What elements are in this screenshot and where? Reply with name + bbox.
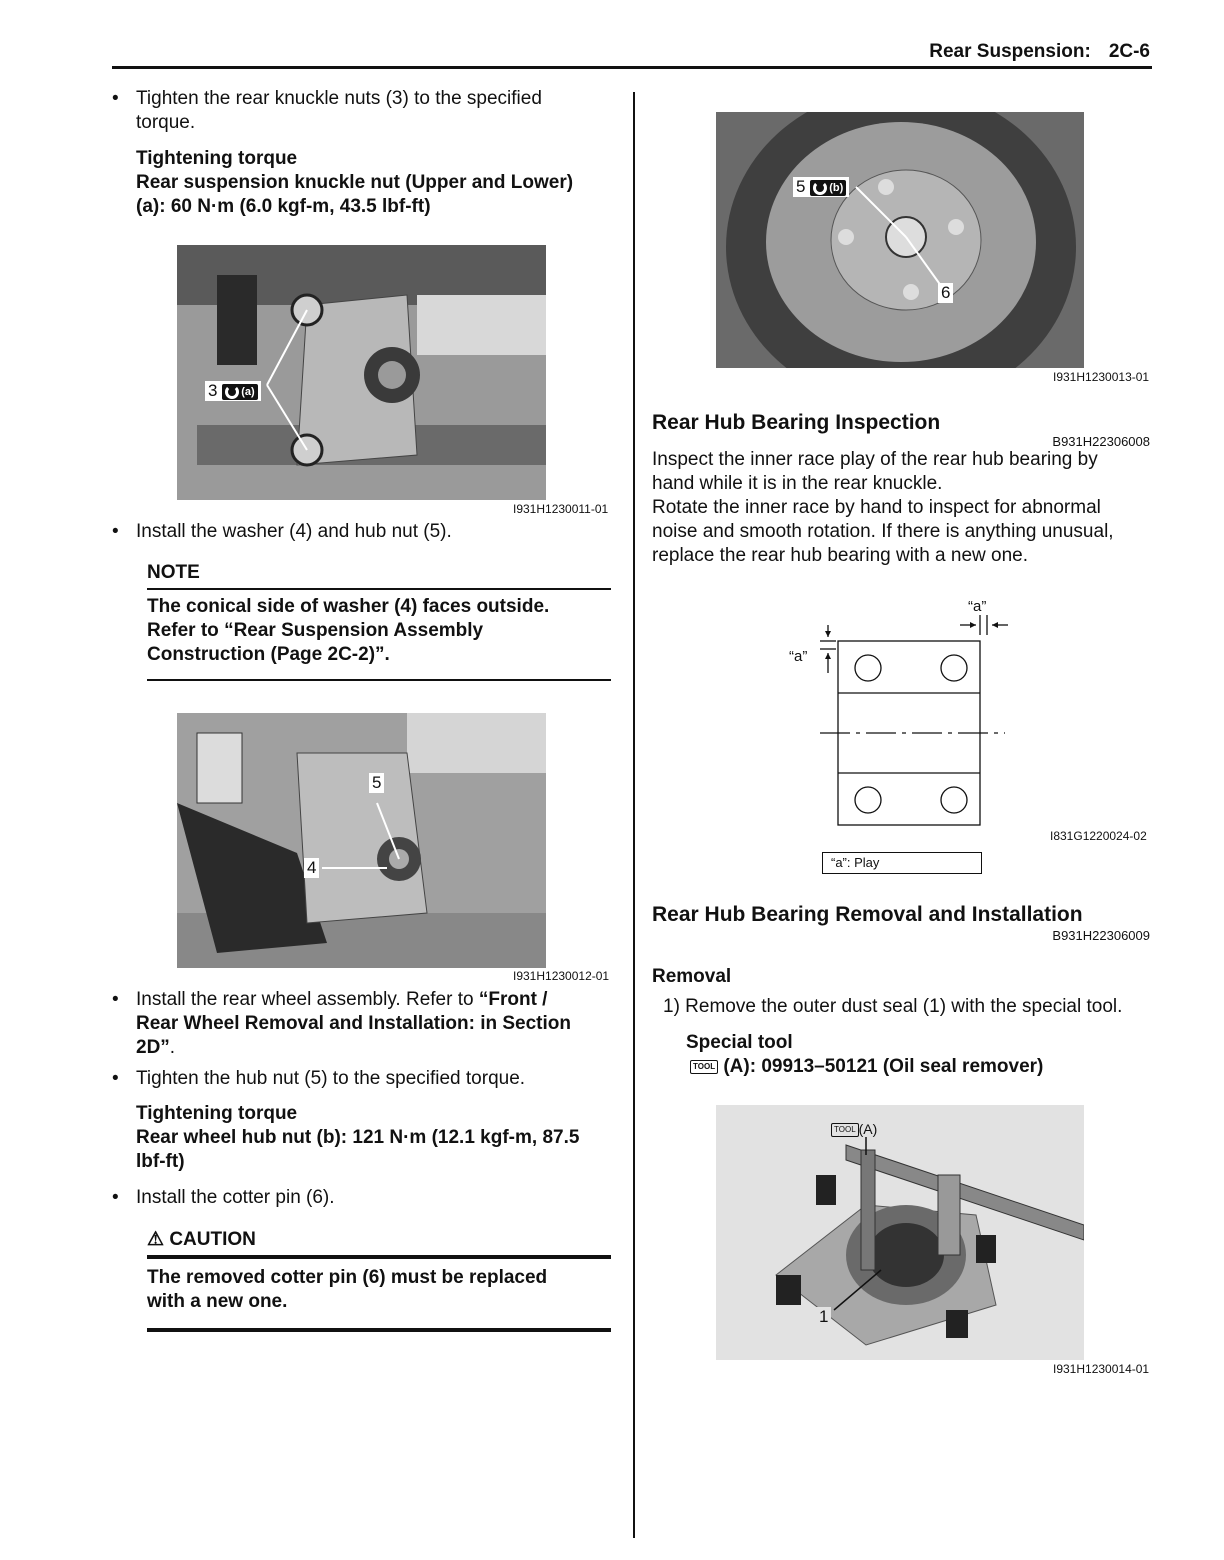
callout-number: 3 (208, 381, 218, 400)
bearing-diagram-drawing (780, 595, 1040, 835)
tool-tag: (A) (858, 1121, 878, 1137)
special-tool-line (690, 1055, 1043, 1079)
text-line: Inspect the inner race play of the rear hub bearing by (652, 449, 1098, 470)
page-header (929, 40, 1150, 64)
caution-rule-top (147, 1255, 611, 1259)
play-label-left: “a” (789, 648, 808, 665)
photo-washer-hub-nut-illustration (177, 713, 546, 968)
removal-heading: Removal (652, 966, 732, 987)
torque-wrench-icon (222, 384, 257, 400)
diagram-legend: “a”: Play (822, 852, 982, 874)
photo-washer-hub-nut (177, 713, 546, 968)
figure-caption: I831G1220024-02 (1050, 829, 1147, 843)
figure-caption: I931H1230011-01 (513, 502, 609, 516)
caution-title: CAUTION (169, 1229, 256, 1250)
step-text: Install the rear wheel assembly. Refer to (136, 989, 479, 1010)
special-tool-heading: Special tool (686, 1032, 793, 1053)
column-divider (633, 92, 635, 1538)
photo-rear-knuckle-nuts (177, 245, 546, 500)
warning-triangle-icon: ⚠ (147, 1229, 165, 1250)
callout-3 (205, 381, 261, 401)
callout-6: 6 (938, 283, 953, 303)
text-line: noise and smooth rotation. If there is anything unusual, (652, 521, 1114, 542)
torque-heading: Tightening torque (136, 148, 298, 169)
fig-tool-label (831, 1117, 877, 1141)
callout-number: 5 (796, 177, 806, 196)
photo-dust-seal-removal (716, 1105, 1084, 1360)
header-title: Rear Suspension: (929, 41, 1091, 62)
section-title-removal-installation: Rear Hub Bearing Removal and Installation (652, 903, 1083, 926)
figure-caption: I931H1230012-01 (513, 969, 610, 983)
tool-icon: TOOL (831, 1123, 859, 1137)
header-page-number: 2C-6 (1108, 41, 1150, 62)
torque-line: lbf-ft) (136, 1151, 185, 1172)
caution-line: The removed cotter pin (6) must be replaced (147, 1267, 548, 1288)
step-install-washer: • Install the washer (4) and hub nut (5). (112, 520, 606, 544)
note-line: Construction (Page 2C-2)”. (147, 644, 390, 665)
note-title: NOTE (147, 562, 200, 583)
text-line: hand while it is in the rear knuckle. (652, 473, 943, 494)
section-title-inspection: Rear Hub Bearing Inspection (652, 411, 941, 434)
callout-5 (793, 177, 849, 197)
photo-dust-seal-removal-illustration (716, 1105, 1084, 1360)
caution-box (147, 1228, 611, 1332)
torque-line: (a): 60 N·m (6.0 kgf-m, 43.5 lbf-ft) (136, 196, 431, 217)
section-id: B931H22306009 (1052, 928, 1150, 943)
removal-step-1: 1) Remove the outer dust seal (1) with the special tool. (663, 996, 1123, 1017)
note-line: Refer to “Rear Suspension Assembly (147, 620, 484, 641)
play-label-top: “a” (968, 598, 987, 615)
inspection-text (652, 448, 1152, 568)
torque-line: Rear wheel hub nut (b): 121 N·m (12.1 kgf-m, 87.5 (136, 1127, 580, 1148)
callout-1: 1 (816, 1307, 831, 1327)
photo-rear-knuckle-nuts-illustration (177, 245, 546, 500)
note-line: The conical side of washer (4) faces outside. (147, 596, 550, 617)
step-text: . (169, 1037, 176, 1058)
step-install-cotter-pin: • Install the cotter pin (6). (112, 1186, 626, 1210)
step-tighten-knuckle-nuts: • Tighten the rear knuckle nuts (3) to the specified torque. (112, 87, 606, 135)
cross-reference[interactable]: 2D” (136, 1037, 170, 1058)
tool-icon: TOOL (690, 1060, 718, 1074)
torque-line: Rear suspension knuckle nut (Upper and Lower) (136, 172, 574, 193)
figure-caption: I931H1230014-01 (1053, 1362, 1150, 1376)
note-rule-top (147, 588, 611, 590)
photo-rear-wheel-hub (716, 112, 1084, 368)
torque-spec-knuckle (136, 147, 616, 219)
photo-rear-wheel-hub-illustration (716, 112, 1084, 368)
torque-wrench-icon (810, 180, 846, 196)
torque-tag: (a) (241, 385, 255, 398)
bearing-diagram (780, 595, 1040, 835)
torque-tag: (b) (829, 181, 844, 194)
cross-reference[interactable]: “Front / (478, 989, 548, 1010)
section-id: B931H22306008 (1052, 434, 1150, 449)
header-rule (112, 66, 1152, 69)
caution-header (147, 1228, 611, 1252)
callout-5: 5 (369, 773, 384, 793)
callout-4: 4 (304, 858, 319, 878)
torque-heading: Tightening torque (136, 1103, 298, 1124)
step-install-wheel (112, 988, 626, 1060)
text-line: replace the rear hub bearing with a new one. (652, 545, 1029, 566)
note-box (147, 561, 611, 681)
tool-part-number: (A): 09913–50121 (Oil seal remover) (723, 1056, 1044, 1077)
cross-reference[interactable]: Rear Wheel Removal and Installation: in Section (136, 1013, 571, 1034)
caution-rule-bottom (147, 1328, 611, 1332)
step-tighten-hub-nut: • Tighten the hub nut (5) to the specified torque. (112, 1067, 626, 1091)
note-rule-bottom (147, 679, 611, 681)
caution-line: with a new one. (147, 1291, 288, 1312)
torque-spec-hub-nut (136, 1102, 616, 1174)
text-line: Rotate the inner race by hand to inspect for abnormal (652, 497, 1101, 518)
figure-caption: I931H1230013-01 (1053, 370, 1150, 384)
